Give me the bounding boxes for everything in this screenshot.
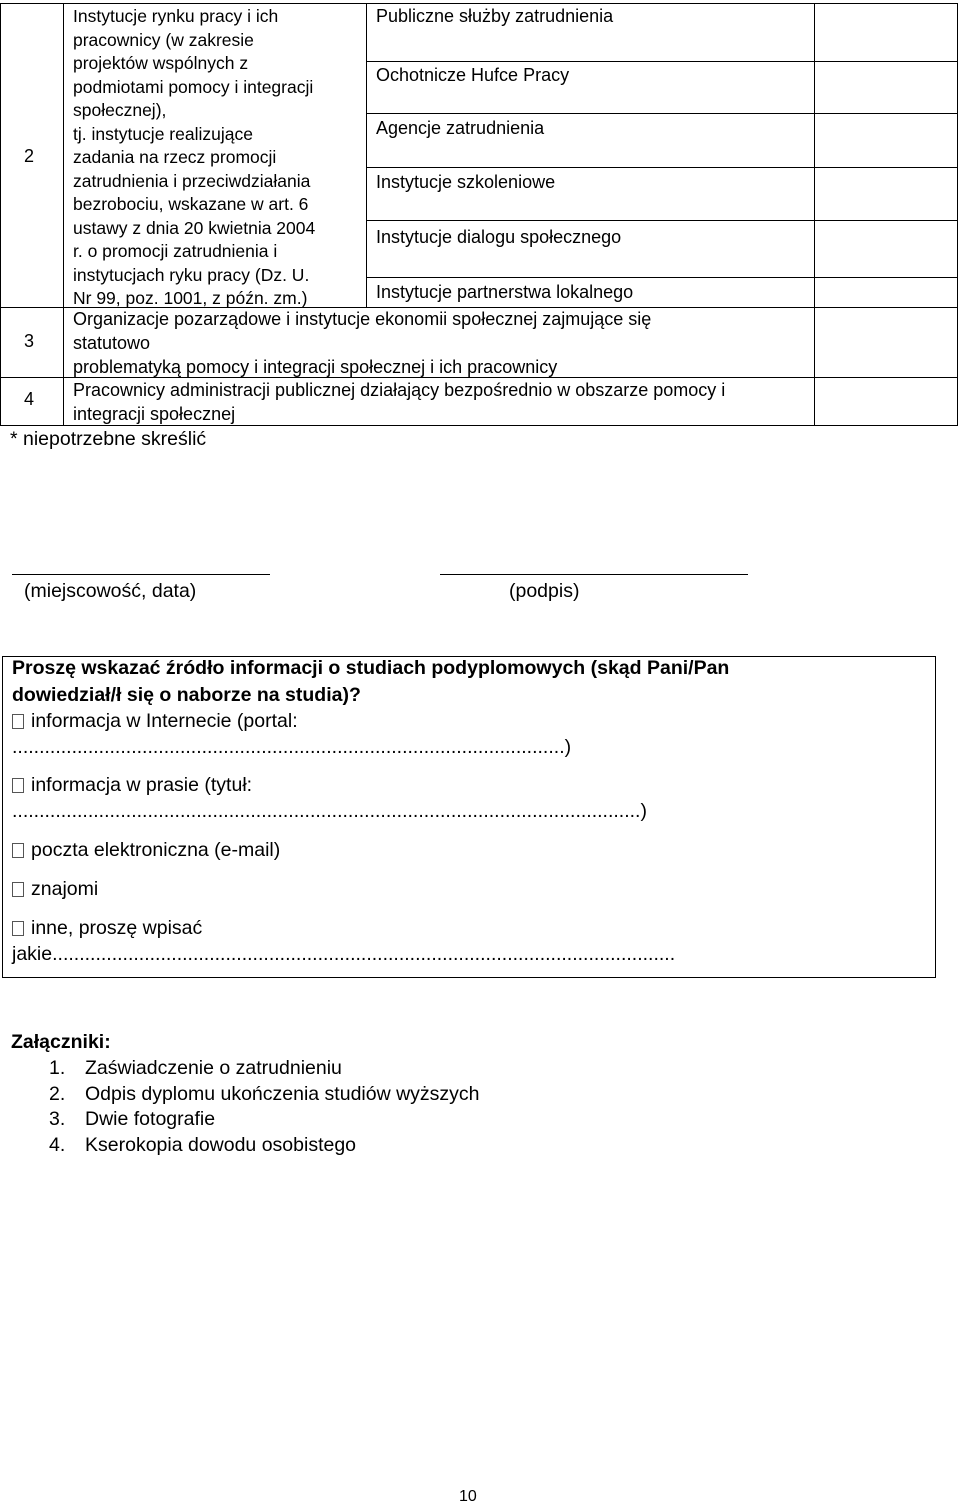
place-date-line <box>12 574 270 575</box>
option-cell: Ochotnicze Hufce Pracy <box>376 65 570 85</box>
attachment-number: 1. <box>49 1057 66 1079</box>
press-title-field[interactable]: ....................................................................................................................) <box>12 800 647 822</box>
option-other[interactable]: inne, proszę wpisać <box>12 917 202 940</box>
table-border-left <box>0 3 1 425</box>
internet-portal-field[interactable]: ......................................................................................................) <box>12 736 572 758</box>
option-cell: Agencje zatrudnienia <box>376 118 545 138</box>
signature-label: (podpis) <box>509 580 580 602</box>
survey-question: dowiedział/ł się o naborze na studia)? <box>12 684 361 706</box>
row-number: 3 <box>24 331 35 351</box>
table-divider <box>814 3 815 425</box>
attachment-item: Odpis dyplomu ukończenia studiów wyższych <box>85 1083 480 1105</box>
signature-line <box>440 574 748 575</box>
checkbox-internet[interactable] <box>12 714 24 729</box>
attachment-number: 4. <box>49 1134 66 1156</box>
option-email[interactable]: poczta elektroniczna (e-mail) <box>12 839 280 862</box>
option-cell: Instytucje szkoleniowe <box>376 172 556 192</box>
option-internet[interactable]: informacja w Internecie (portal: <box>12 710 298 733</box>
table-border-right <box>957 3 958 425</box>
checkbox-other[interactable] <box>12 921 24 936</box>
checkbox-friends[interactable] <box>12 882 24 897</box>
row-number: 2 <box>24 146 35 166</box>
table-divider <box>366 220 958 221</box>
attachment-number: 2. <box>49 1083 66 1105</box>
page-number: 10 <box>459 1488 477 1505</box>
row-description: Instytucje rynku pracy i ich pracownicy (w zakresie projektów wspólnych z podmiotami pomocy i integracji społecznej), tj. instytucje realizujące zadania na rzecz promocji zatrudnienia i przeciwdziałania bezrobociu, wskazane w art. 6 ustawy z dnia 20 kwietnia 2004 r. o promocji zatrudnienia i instytucjach ryku pracy (Dz. U. Nr 99, poz. 1001, z późn. zm.) <box>73 6 316 308</box>
attachments-title: Załączniki: <box>11 1031 111 1053</box>
table-divider <box>63 3 64 425</box>
attachment-item: Zaświadczenie o zatrudnieniu <box>85 1057 342 1079</box>
table-divider <box>366 167 958 168</box>
table-divider <box>366 113 958 114</box>
attachment-item: Dwie fotografie <box>85 1108 216 1130</box>
survey-question: Proszę wskazać źródło informacji o studiach podyplomowych (skąd Pani/Pan <box>12 657 730 679</box>
place-date-label: (miejscowość, data) <box>24 580 197 602</box>
option-friends[interactable]: znajomi <box>12 878 98 901</box>
table-divider <box>366 3 367 307</box>
row-number: 4 <box>24 389 35 409</box>
row-description: Pracownicy administracji publicznej działający bezpośrednio w obszarze pomocy i integracji społecznej <box>73 380 726 424</box>
option-cell: Publiczne służby zatrudnienia <box>376 6 614 26</box>
footnote: * niepotrzebne skreślić <box>10 428 207 450</box>
checkbox-email[interactable] <box>12 843 24 858</box>
row-description: Organizacje pozarządowe i instytucje ekonomii społecznej zajmujące się statutowo problematyką pomocy i integracji społecznej i ich pracownicy <box>73 309 652 377</box>
attachment-item: Kserokopia dowodu osobistego <box>85 1134 357 1156</box>
other-source-field[interactable]: jakie................................................................................................................... <box>12 943 676 965</box>
attachment-number: 3. <box>49 1108 66 1130</box>
checkbox-press[interactable] <box>12 778 24 793</box>
option-cell: Instytucje partnerstwa lokalnego <box>376 282 634 302</box>
option-press[interactable]: informacja w prasie (tytuł: <box>12 774 252 797</box>
info-source-survey <box>2 656 936 978</box>
table-divider <box>366 61 958 62</box>
table-divider <box>366 277 958 278</box>
option-cell: Instytucje dialogu społecznego <box>376 227 622 247</box>
